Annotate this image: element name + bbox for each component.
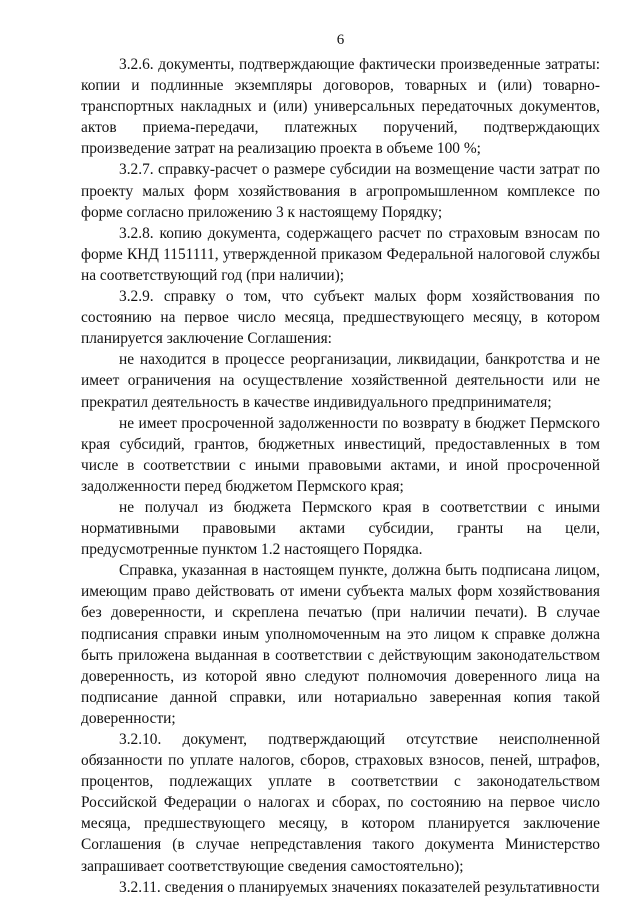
paragraph-certificate-signature: Справка, указанная в настоящем пункте, должна быть подписана лицом, имеющим право действовать от имени субъекта малых форм хозяйствования без доверенности, и скреплена печатью (при наличии печати). В случае подписания справки иным уполномоченным на это лицом к справке должна быть приложена выданная в соответствии с действующим законодательством доверенность, из которой явно следуют полномочия доверенного лица на подписание данной справки, или нотариально заверенная копия такой доверенности; (81, 562, 600, 727)
paragraph-condition-debt: не имеет просроченной задолженности по возврату в бюджет Пермского края субсидий, грантов, бюджетных инвестиций, предоставленных в том числе в соответствии с иными правовыми актами, и иной просроченной задолженности перед бюджетом Пермского края; (81, 414, 600, 495)
paragraph-3-2-10: 3.2.10. документ, подтверждающий отсутствие неисполненной обязанности по уплате налогов, сборов, страховых взносов, пеней, штрафов, процентов, подлежащих уплате в соответствии с законодательством Российской Федерации о налогах и сборах, по состоянию на первое число месяца, предшествующего месяцу, в котором планируется заключение Соглашения (в случае непредставления такого документа Министерство запрашивает соответствующие сведения самостоятельно); (81, 731, 600, 875)
document-page (81, 30, 600, 898)
page-number: 6 (336, 32, 345, 48)
paragraph-3-2-6: 3.2.6. документы, подтверждающие фактически произведенные затраты: копии и подлинные экземпляры договоров, товарных и (или) товарно-транспортных накладных и (или) универсальных передаточных документов, актов приема-передачи, платежных поручений, подтверждающих произведение затрат на реализацию проекта в объеме 100 %; (81, 56, 600, 158)
paragraph-condition-reorganization: не находится в процессе реорганизации, ликвидации, банкротства и не имеет ограничения на осуществление хозяйственной деятельности или не прекратил деятельность в качестве индивидуального предпринимателя; (81, 351, 600, 411)
paragraph-3-2-9: 3.2.9. справку о том, что субъект малых форм хозяйствования по состоянию на первое число месяца, предшествующего месяцу, в котором планируется заключение Соглашения: (81, 288, 600, 348)
paragraph-3-2-11: 3.2.11. сведения о планируемых значениях показателей результативности (119, 878, 600, 896)
paragraph-condition-subsidies: не получал из бюджета Пермского края в соответствии с иными нормативными правовыми актами субсидии, гранты на цели, предусмотренные пунктом 1.2 настоящего Порядка. (81, 498, 600, 559)
paragraph-3-2-8: 3.2.8. копию документа, содержащего расчет по страховым взносам по форме КНД 1151111, утвержденной приказом Федеральной налоговой службы на соответствующий год (при наличии); (81, 224, 600, 284)
paragraph-3-2-7: 3.2.7. справку-расчет о размере субсидии на возмещение части затрат по проекту малых форм хозяйствования в агропромышленном комплексе по форме согласно приложению 3 к настоящему Порядку; (81, 161, 600, 221)
